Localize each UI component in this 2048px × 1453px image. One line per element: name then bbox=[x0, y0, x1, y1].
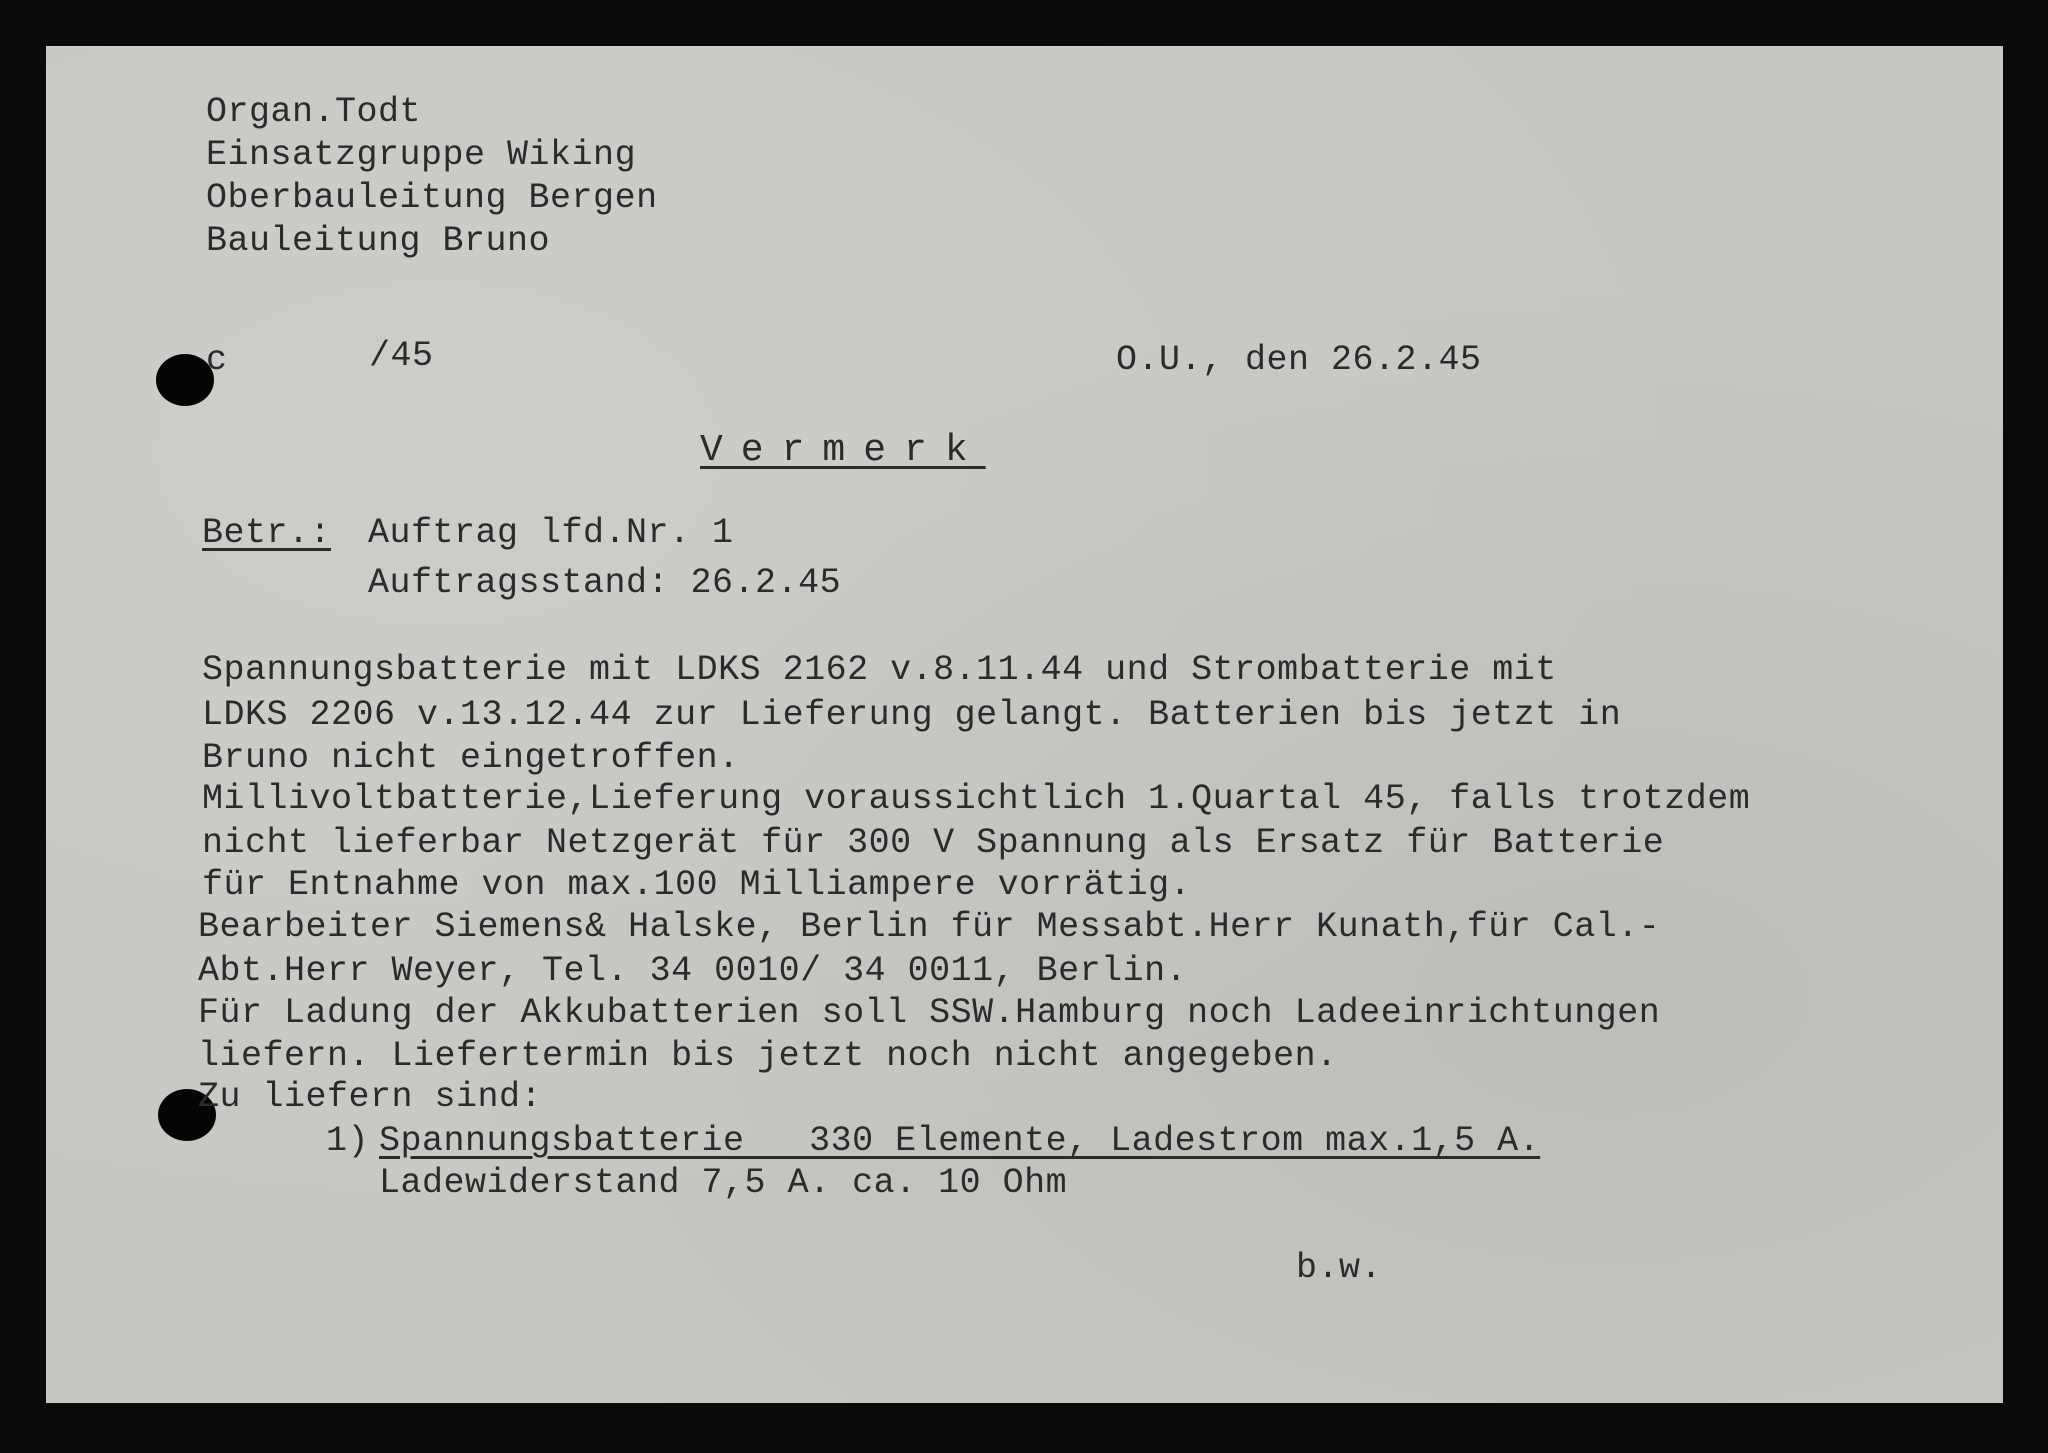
header-line: Oberbauleitung Bergen bbox=[206, 178, 658, 218]
body-line: Abt.Herr Weyer, Tel. 34 0010/ 34 0011, Berlin. bbox=[198, 951, 1188, 991]
body-line: Millivoltbatterie,Lieferung voraussichtlich 1.Quartal 45, falls trotzdem bbox=[202, 779, 1751, 819]
body-line: LDKS 2206 v.13.12.44 zur Lieferung gelangt. Batterien bis jetzt in bbox=[202, 695, 1622, 735]
subject-label: Betr.: bbox=[202, 513, 332, 553]
header-line: Bauleitung Bruno bbox=[206, 221, 551, 261]
reference-prefix: c bbox=[206, 340, 228, 380]
body-line: nicht lieferbar Netzgerät für 300 V Spannung als Ersatz für Batterie bbox=[202, 823, 1665, 863]
item-number: 1) bbox=[326, 1121, 370, 1161]
header-line: Einsatzgruppe Wiking bbox=[206, 135, 637, 175]
header-line: Organ.Todt bbox=[206, 92, 422, 132]
subject-line: Auftrag lfd.Nr. 1 bbox=[368, 513, 734, 553]
body-line: für Entnahme von max.100 Milliampere vorrätig. bbox=[202, 865, 1192, 905]
body-line: liefern. Liefertermin bis jetzt noch nicht angegeben. bbox=[198, 1036, 1338, 1076]
dateline: O.U., den 26.2.45 bbox=[1116, 340, 1482, 380]
document-title: Vermerk bbox=[700, 429, 986, 472]
page-turn-note: b.w. bbox=[1296, 1248, 1383, 1288]
item-text: Spannungsbatterie 330 Elemente, Ladestrom max.1,5 A. bbox=[379, 1121, 1541, 1161]
reference-number: /45 bbox=[369, 336, 434, 376]
document-page bbox=[46, 46, 2003, 1403]
item-continuation: Ladewiderstand 7,5 A. ca. 10 Ohm bbox=[379, 1163, 1068, 1203]
body-line: Bearbeiter Siemens& Halske, Berlin für Messabt.Herr Kunath,für Cal.- bbox=[198, 907, 1661, 947]
body-line: Für Ladung der Akkubatterien soll SSW.Hamburg noch Ladeeinrichtungen bbox=[198, 993, 1661, 1033]
body-line: Bruno nicht eingetroffen. bbox=[202, 738, 740, 778]
body-line: Zu liefern sind: bbox=[198, 1077, 543, 1117]
body-line: Spannungsbatterie mit LDKS 2162 v.8.11.44 und Strombatterie mit bbox=[202, 650, 1557, 690]
subject-line: Auftragsstand: 26.2.45 bbox=[368, 563, 842, 603]
